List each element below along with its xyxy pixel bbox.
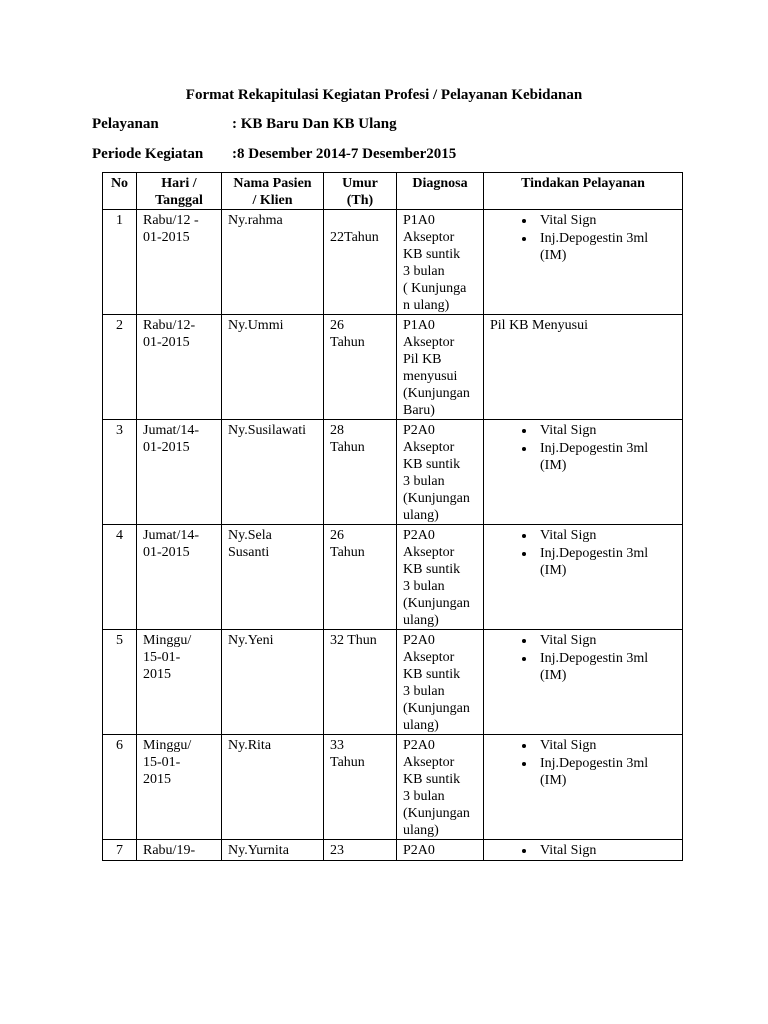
cell-tindakan [484,210,683,315]
cell-nama-pasien [222,735,324,840]
cell-diagnosa-text: P2A0 Akseptor KB suntik 3 bulan (Kunjungan ulang) [403,633,470,733]
cell-umur [324,420,397,525]
cell-umur-text: 26 Tahun [330,528,365,560]
table-header-row [103,173,683,210]
cell-no [103,840,137,861]
cell-hari-tanggal [137,210,222,315]
cell-nama-pasien [222,420,324,525]
cell-no-text: 7 [116,843,123,858]
cell-nama-pasien [222,210,324,315]
table-body [103,210,683,861]
cell-hari-tanggal [137,525,222,630]
cell-no-text: 2 [116,318,123,333]
cell-hari-tanggal [137,315,222,420]
cell-tindakan [484,420,683,525]
header-nama-pasien: Nama Pasien / Klien [222,173,324,210]
table-row [103,735,683,840]
cell-umur-text: 32 Thun [330,633,377,648]
cell-hari-tanggal [137,735,222,840]
cell-umur [324,525,397,630]
cell-no-text: 3 [116,423,123,438]
cell-diagnosa [397,315,484,420]
tindakan-item: • Vital Sign [536,737,676,754]
tindakan-list [490,842,676,859]
tindakan-list [490,212,676,264]
tindakan-item: • Inj.Depogestin 3ml (IM) [536,755,676,789]
cell-umur [324,210,397,315]
cell-diagnosa [397,735,484,840]
cell-diagnosa [397,210,484,315]
cell-no [103,735,137,840]
cell-hari-tanggal-text: Jumat/14- 01-2015 [143,528,199,560]
cell-nama-pasien-text: Ny.Sela Susanti [228,528,272,560]
tindakan-item: • Inj.Depogestin 3ml (IM) [536,440,676,474]
cell-diagnosa-text: P2A0 Akseptor KB suntik 3 bulan (Kunjungan ulang) [403,423,470,523]
tindakan-item: • Vital Sign [536,422,676,439]
cell-no [103,630,137,735]
tindakan-item: • Vital Sign [536,527,676,544]
tindakan-list [490,632,676,684]
table-row [103,840,683,861]
cell-nama-pasien-text: Ny.Yeni [228,633,274,648]
cell-hari-tanggal-text: Rabu/12 - 01-2015 [143,213,199,245]
cell-tindakan [484,525,683,630]
cell-nama-pasien-text: Ny.Susilawati [228,423,307,438]
pelayanan-value: : KB Baru Dan KB Ulang [232,116,397,132]
cell-tindakan [484,315,683,420]
tindakan-text: Pil KB Menyusui [490,318,589,333]
cell-hari-tanggal-text: Rabu/12- 01-2015 [143,318,196,350]
pelayanan-label: Pelayanan [92,116,159,132]
cell-hari-tanggal [137,840,222,861]
tindakan-item: • Inj.Depogestin 3ml (IM) [536,650,676,684]
cell-diagnosa [397,420,484,525]
cell-diagnosa-text: P2A0 [403,843,435,858]
table-row [103,315,683,420]
cell-umur-text: 26 Tahun [330,318,365,350]
periode-value: :8 Desember 2014-7 Desember2015 [232,146,457,162]
cell-diagnosa [397,840,484,861]
cell-tindakan [484,735,683,840]
cell-nama-pasien-text: Ny.Yurnita [228,843,289,858]
table-row [103,420,683,525]
cell-diagnosa [397,525,484,630]
cell-no-text: 6 [116,738,123,753]
cell-umur [324,630,397,735]
recap-table [102,172,683,861]
cell-diagnosa-text: P2A0 Akseptor KB suntik 3 bulan (Kunjungan ulang) [403,528,470,628]
cell-nama-pasien [222,525,324,630]
cell-umur-text: 28 Tahun [330,423,365,455]
cell-diagnosa [397,630,484,735]
cell-umur [324,735,397,840]
tindakan-item: • Vital Sign [536,842,676,859]
cell-umur [324,840,397,861]
cell-no-text: 4 [116,528,123,543]
tindakan-item: • Vital Sign [536,632,676,649]
header-hari-tanggal: Hari / Tanggal [137,173,222,210]
cell-umur-text: 22Tahun [330,230,379,245]
table-row [103,210,683,315]
cell-hari-tanggal-text: Jumat/14- 01-2015 [143,423,199,455]
tindakan-item: • Vital Sign [536,212,676,229]
tindakan-list [490,737,676,789]
cell-no-text: 5 [116,633,123,648]
cell-diagnosa-text: P2A0 Akseptor KB suntik 3 bulan (Kunjungan ulang) [403,738,470,838]
meta-pelayanan [92,116,397,133]
cell-tindakan [484,630,683,735]
cell-nama-pasien [222,840,324,861]
cell-hari-tanggal [137,420,222,525]
cell-nama-pasien-text: Ny.Ummi [228,318,284,333]
cell-hari-tanggal-text: Minggu/ 15-01- 2015 [143,633,192,682]
tindakan-item: • Inj.Depogestin 3ml (IM) [536,545,676,579]
cell-hari-tanggal-text: Minggu/ 15-01- 2015 [143,738,192,787]
meta-periode [92,146,457,163]
cell-umur-text: 33 Tahun [330,738,365,770]
cell-hari-tanggal [137,630,222,735]
cell-nama-pasien-text: Ny.Rita [228,738,272,753]
header-tindakan: Tindakan Pelayanan [484,173,683,210]
table-row [103,630,683,735]
cell-no [103,420,137,525]
header-no: No [103,173,137,210]
header-diagnosa: Diagnosa [397,173,484,210]
tindakan-list [490,527,676,579]
cell-tindakan [484,840,683,861]
cell-nama-pasien [222,315,324,420]
cell-no [103,210,137,315]
cell-hari-tanggal-text: Rabu/19- [143,843,196,858]
cell-no-text: 1 [116,213,123,228]
cell-nama-pasien [222,630,324,735]
tindakan-item: • Inj.Depogestin 3ml (IM) [536,230,676,264]
cell-no [103,315,137,420]
tindakan-list [490,422,676,474]
page-title: Format Rekapitulasi Kegiatan Profesi / Pelayanan Kebidanan [185,87,583,103]
cell-umur-text: 23 [330,843,344,858]
cell-diagnosa-text: P1A0 Akseptor KB suntik 3 bulan ( Kunjunga n ulang) [403,213,467,313]
table-row [103,525,683,630]
cell-nama-pasien-text: Ny.rahma [228,213,283,228]
cell-diagnosa-text: P1A0 Akseptor Pil KB menyusui (Kunjungan Baru) [403,318,470,418]
cell-umur [324,315,397,420]
periode-label: Periode Kegiatan [92,146,204,162]
header-umur: Umur (Th) [324,173,397,210]
cell-no [103,525,137,630]
